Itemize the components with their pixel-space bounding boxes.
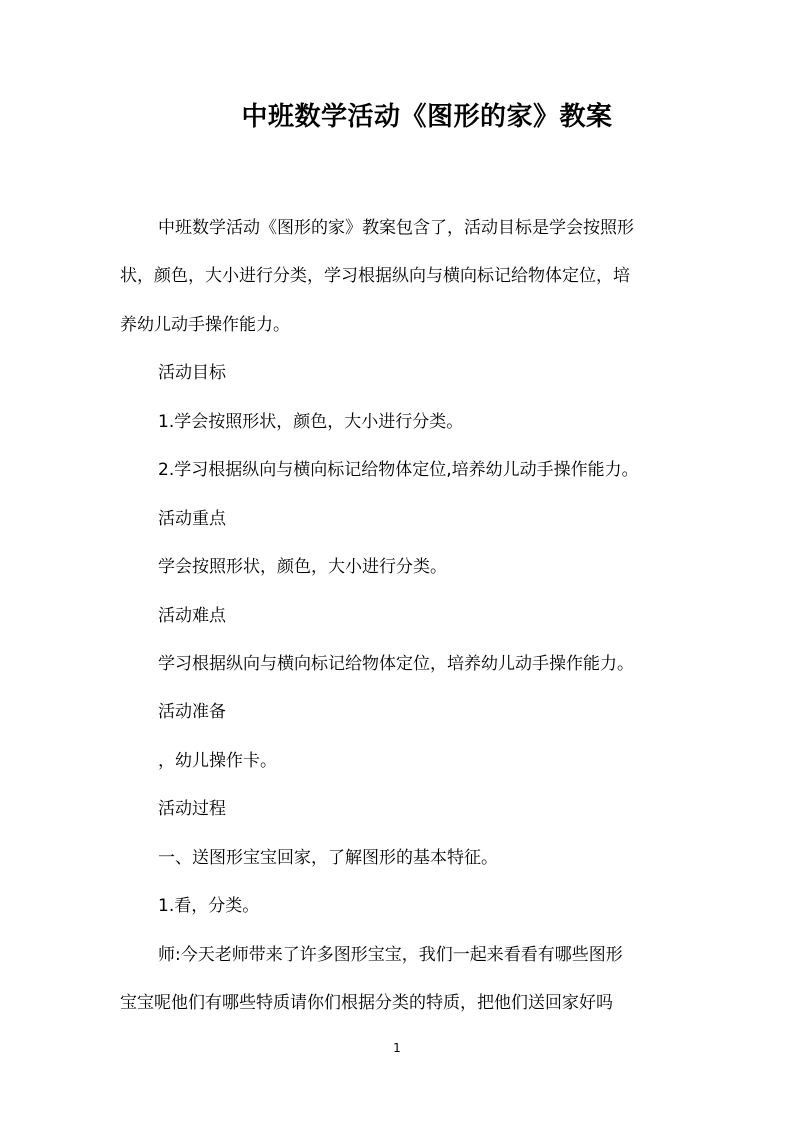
intro-line-1: 中班数学活动《图形的家》教案包含了，活动目标是学会按照形 (158, 218, 634, 238)
goal-item-1: 1.学会按照形状，颜色，大小进行分类。 (158, 412, 464, 432)
section-heading-preparation: 活动准备 (158, 702, 226, 722)
intro-line-3: 养幼儿动手操作能力。 (120, 315, 290, 335)
process-substep-1: 1.看，分类。 (158, 896, 260, 916)
section-heading-difficulty: 活动难点 (158, 606, 226, 626)
goal-item-2: 2.学习根据纵向与横向标记给物体定位,培养幼儿动手操作能力。 (158, 460, 639, 480)
key-point-text: 学会按照形状，颜色，大小进行分类。 (158, 557, 447, 577)
difficulty-text: 学习根据纵向与横向标记给物体定位，培养幼儿动手操作能力。 (158, 654, 634, 674)
document-title: 中班数学活动《图形的家》教案 (241, 102, 613, 132)
preparation-text: ，幼儿操作卡。 (158, 751, 277, 771)
section-heading-key-point: 活动重点 (158, 509, 226, 529)
section-heading-goals: 活动目标 (158, 363, 226, 383)
process-step-1: 一、送图形宝宝回家，了解图形的基本特征。 (158, 848, 498, 868)
page-number: 1 (393, 1041, 401, 1055)
teacher-speech-line-1: 师:今天老师带来了许多图形宝宝，我们一起来看看有哪些图形 (158, 945, 623, 965)
section-heading-process: 活动过程 (158, 799, 226, 819)
teacher-speech-line-2: 宝宝呢他们有哪些特质请你们根据分类的特质，把他们送回家好吗 (120, 993, 613, 1013)
intro-line-2: 状，颜色，大小进行分类，学习根据纵向与横向标记给物体定位，培 (120, 266, 630, 286)
